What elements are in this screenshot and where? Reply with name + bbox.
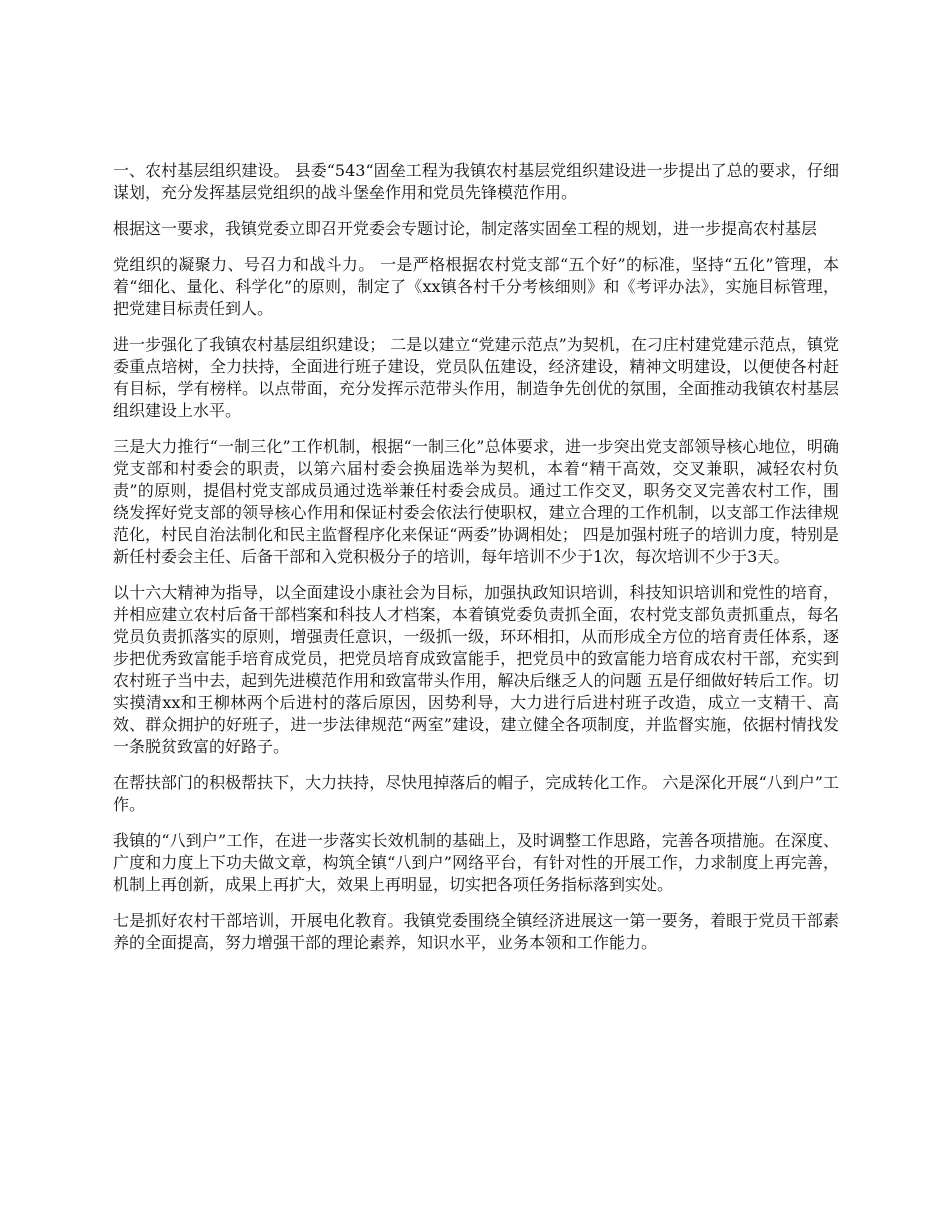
paragraph-3: 党组织的凝聚力、号召力和战斗力。 一是严格根据农村党支部“五个好”的标准，坚持“五化”管理，本着“细化、量化、科学化”的原则，制定了《xx镇各村千分考核细则》和《考评办法》，实施目标管理，把党建目标责任到人。 bbox=[113, 255, 839, 318]
paragraph-7: 在帮扶部门的积极帮扶下，大力扶持，尽快甩掉落后的帽子，完成转化工作。 六是深化开展“八到户”工作。 bbox=[113, 773, 839, 814]
paragraph-5: 三是大力推行“一制三化”工作机制，根据“一制三化”总体要求，进一步突出党支部领导核心地位，明确党支部和村委会的职责，以第六届村委会换届选举为契机，本着“精干高效，交叉兼职，减轻农村负责”的原则，提倡村党支部成员通过选举兼任村委会成员。通过工作交叉，职务交叉完善农村工作，围绕发挥好党支部的领导核心作用和保证村委会依法行使职权，建立合理的工作机制，以支部工作法律规范化，村民自治法制化和民主监督程序化来保证“两委”协调相处； 四是加强村班子的培训力度，特别是新任村委会主任、后备干部和入党积极分子的培训，每年培训不少于1次，每次培训不少于3天。 bbox=[113, 437, 839, 566]
paragraph-1: 一、农村基层组织建设。 县委“543“固垒工程为我镇农村基层党组织建设进一步提出了总的要求，仔细谋划，充分发挥基层党组织的战斗堡垒作用和党员先锋模范作用。 bbox=[113, 161, 839, 202]
paragraph-6: 以十六大精神为指导，以全面建设小康社会为目标，加强执政知识培训，科技知识培训和党性的培育，并相应建立农村后备干部档案和科技人才档案，本着镇党委负责抓全面，农村党支部负责抓重点，每名党员负责抓落实的原则，增强责任意识，一级抓一级，环环相扣，从而形成全方位的培育责任体系，逐步把优秀致富能手培育成党员，把党员培育成致富能手，把党员中的致富能力培育成农村干部，充实到农村班子当中去，起到先进模范作用和致富带头作用，解决后继乏人的问题 五是仔细做好转后工作。切实摸清xx和王柳林两个后进村的落后原因，因势利导，大力进行后进村班子改造，成立一支精干、高效、群众拥护的好班子，进一步法律规范“两室”建设，建立健全各项制度，并监督实施，依据村情找发一条脱贫致富的好路子。 bbox=[113, 583, 839, 756]
paragraph-9: 七是抓好农村干部培训，开展电化教育。我镇党委围绕全镇经济进展这一第一要务，着眼于党员干部素养的全面提高，努力增强干部的理论素养，知识水平，业务本领和工作能力。 bbox=[113, 911, 839, 952]
paragraph-4: 进一步强化了我镇农村基层组织建设； 二是以建立“党建示范点”为契机，在刁庄村建党建示范点，镇党委重点培树，全力扶持，全面进行班子建设，党员队伍建设，经济建设，精神文明建设，以便使各村赶有目标，学有榜样。以点带面，充分发挥示范带头作用，制造争先创优的氛围，全面推动我镇农村基层组织建设上水平。 bbox=[113, 335, 839, 420]
document-body bbox=[113, 160, 839, 968]
paragraph-2: 根据这一要求，我镇党委立即召开党委会专题讨论，制定落实固垒工程的规划，进一步提高农村基层 bbox=[113, 219, 818, 238]
paragraph-8: 我镇的“八到户”工作，在进一步落实长效机制的基础上，及时调整工作思路，完善各项措施。在深度、广度和力度上下功夫做文章，构筑全镇“八到户”网络平台，有针对性的开展工作，力求制度上再完善，机制上再创新，成果上再扩大，效果上再明显，切实把各项任务指标落到实处。 bbox=[113, 831, 839, 894]
